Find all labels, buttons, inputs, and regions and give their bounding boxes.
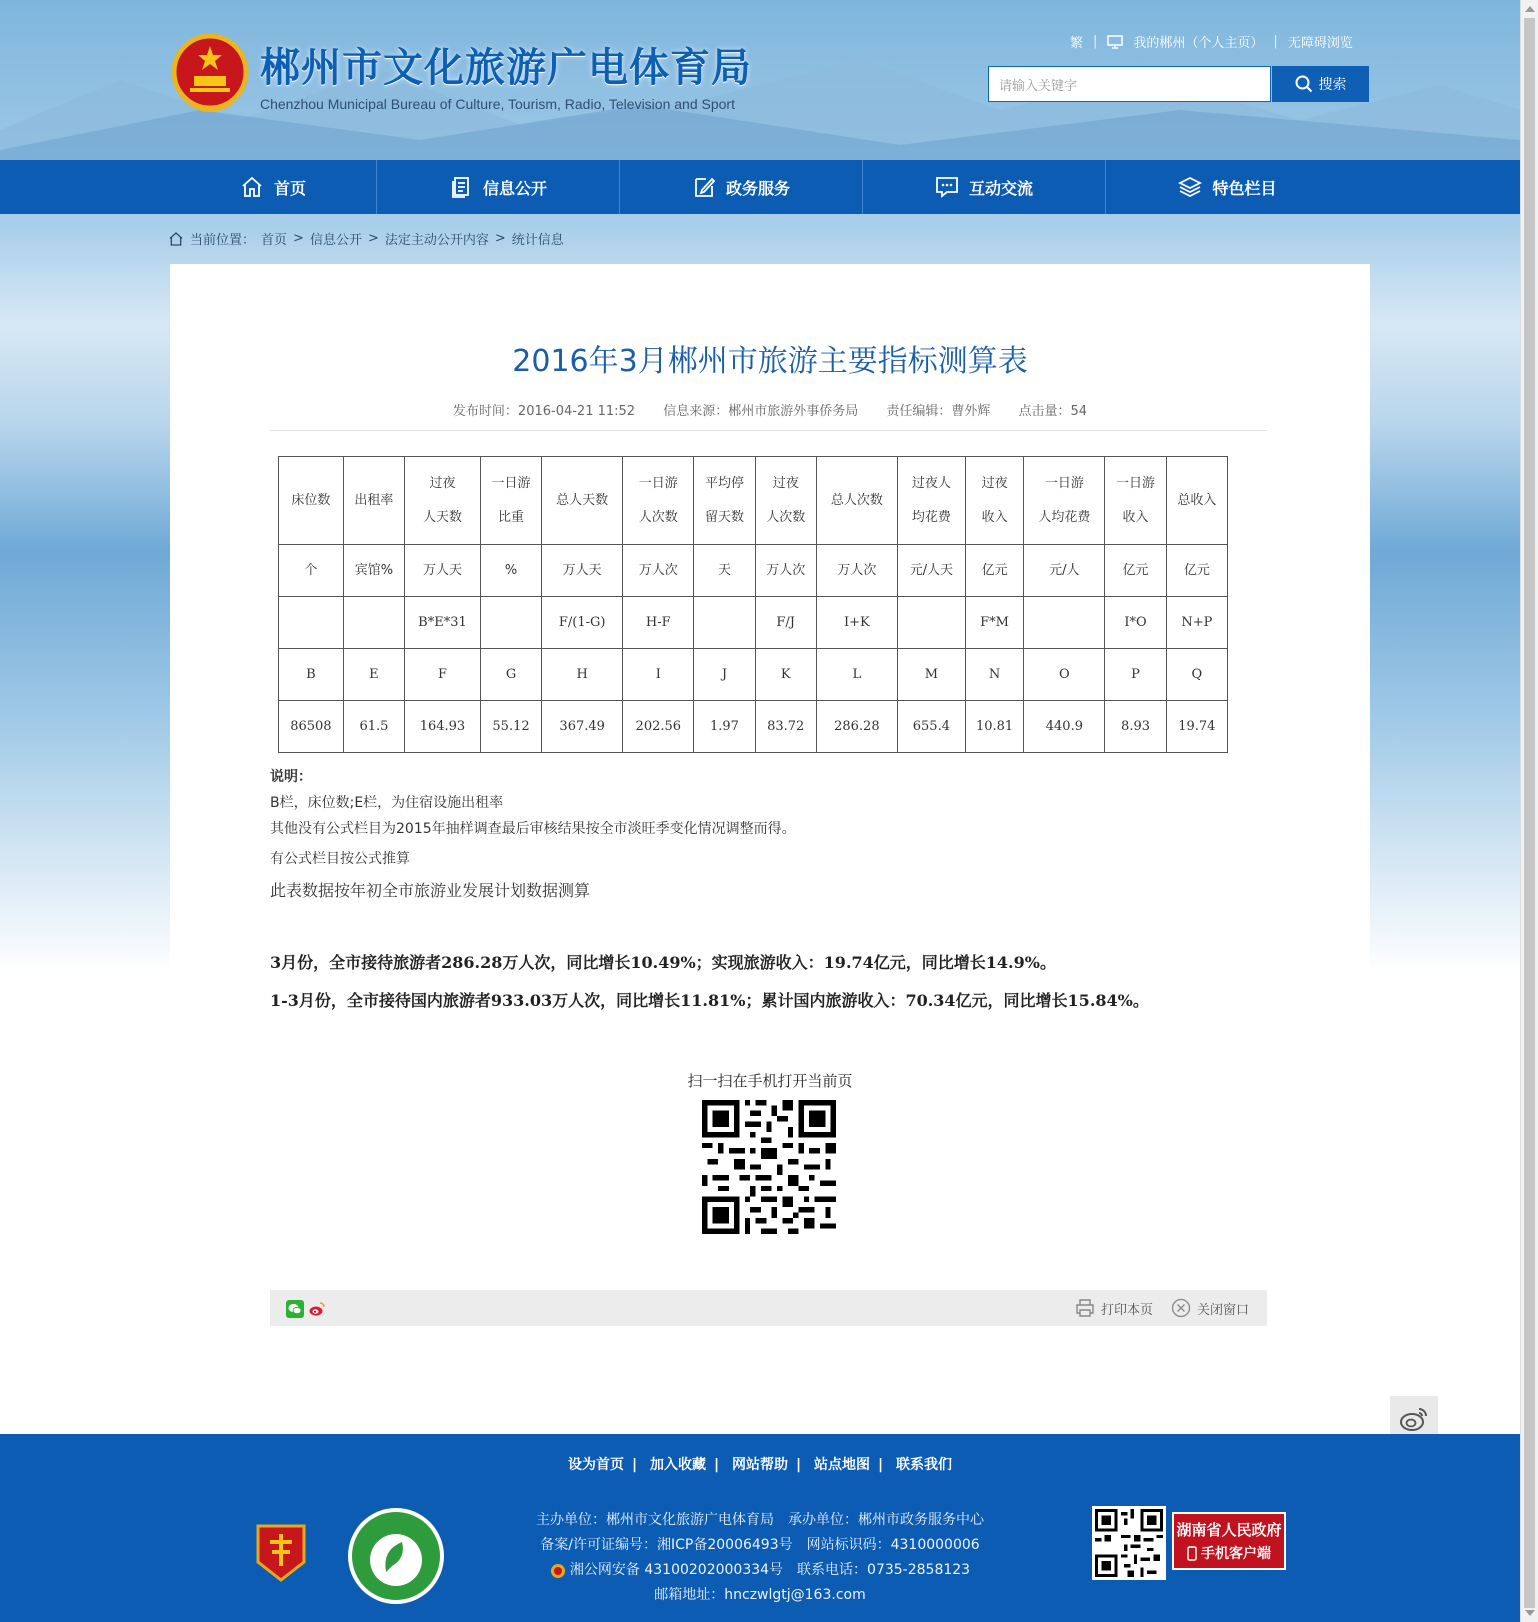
hunan-gov-sub-text: 手机客户端 — [1201, 1546, 1271, 1562]
civilized-website-icon — [346, 1506, 446, 1606]
summary-line: 1-3月份，全市接待国内旅游者933.03万人次，同比增长11.81%；累计国内旅游收入：70.34亿元，同比增长15.84%。 — [270, 991, 1149, 1010]
footer-link-favorite[interactable]: 加入收藏 — [650, 1457, 706, 1473]
home-icon — [168, 231, 184, 247]
layers-icon — [1178, 175, 1202, 199]
search-icon — [1295, 75, 1313, 93]
footer-police-text: 湘公网安备 43100202000334号 联系电话：0735-2858123 — [569, 1562, 971, 1578]
nav-label: 特色栏目 — [1212, 178, 1277, 198]
header-text: 床位数 — [291, 492, 331, 508]
notes — [270, 764, 796, 904]
table-header-cell — [816, 457, 897, 545]
statistics-table — [278, 456, 1228, 753]
page-scrollbar[interactable] — [1520, 0, 1538, 1622]
note-line: 此表数据按年初全市旅游业发展计划数据测算 — [270, 881, 591, 900]
table-cell: 1.97 — [694, 701, 755, 753]
summary-line: 3月份，全市接待旅游者286.28万人次，同比增长10.49%；实现旅游收入：19.74亿元，同比增长14.9%。 — [270, 953, 1056, 972]
header-text: 比重 — [498, 509, 525, 525]
table-cell: 202.56 — [623, 701, 694, 753]
phone-icon — [1187, 1546, 1197, 1561]
table-cell: P — [1105, 649, 1166, 701]
header-text: 一日游 — [1044, 475, 1084, 491]
table-cell: 亿元 — [965, 545, 1023, 597]
table-header-cell — [542, 457, 623, 545]
info-source: 信息来源：郴州市旅游外事侨务局 — [663, 404, 859, 419]
nav-item-home[interactable] — [170, 160, 377, 214]
police-badge-icon — [550, 1563, 566, 1579]
table-cell: F/(1-G) — [542, 597, 623, 649]
print-label: 打印本页 — [1100, 1302, 1153, 1318]
table-header-cell — [343, 457, 404, 545]
header-text: 总人天数 — [556, 492, 609, 508]
table-header-cell — [694, 457, 755, 545]
footer-link-help[interactable]: 网站帮助 — [732, 1457, 788, 1473]
site-footer — [0, 1434, 1520, 1622]
footer-links: 设为首页 | 加入收藏 | 网站帮助 | 站点地图 | 联系我们 — [568, 1457, 952, 1473]
nav-item-interaction[interactable] — [863, 160, 1106, 214]
accessibility-link[interactable]: 无障碍浏览 — [1287, 36, 1353, 51]
header-text: 人次数 — [638, 509, 678, 525]
breadcrumb-prefix: 当前位置： — [190, 233, 256, 248]
table-header-cell — [1105, 457, 1166, 545]
table-cell: 元/人 — [1024, 545, 1105, 597]
table-cell: 元/人天 — [897, 545, 965, 597]
scroll-up-arrow[interactable] — [1525, 6, 1535, 12]
party-gov-badge-icon[interactable] — [254, 1522, 308, 1584]
close-icon — [1171, 1298, 1191, 1318]
table-header-cell — [1166, 457, 1227, 545]
table-cell: L — [816, 649, 897, 701]
traditional-chinese-link[interactable]: 繁 — [1070, 36, 1084, 51]
close-window-button[interactable] — [1171, 1298, 1249, 1318]
footer-link-sethome[interactable]: 设为首页 — [568, 1457, 624, 1473]
table-cell: G — [480, 649, 541, 701]
table-cell — [279, 597, 344, 649]
nav-label: 信息公开 — [482, 178, 547, 198]
footer-email: 邮箱地址：hnczwlgtj@163.com — [654, 1587, 866, 1603]
table-cell: 286.28 — [816, 701, 897, 753]
table-cell: 19.74 — [1166, 701, 1227, 753]
summary — [270, 944, 1149, 1020]
table-cell: 86508 — [279, 701, 344, 753]
weibo-icon[interactable] — [308, 1300, 326, 1318]
table-cell: 天 — [694, 545, 755, 597]
article-panel — [170, 264, 1370, 1434]
table-cell: H-F — [623, 597, 694, 649]
site-title: 郴州市文化旅游广电体育局 — [260, 45, 752, 91]
table-cell: 万人次 — [816, 545, 897, 597]
nav-label: 互动交流 — [968, 178, 1033, 198]
table-cell: 万人次 — [623, 545, 694, 597]
header-text: 总收入 — [1177, 492, 1217, 508]
main-nav — [0, 160, 1520, 214]
divider — [270, 430, 1267, 431]
qr-label: 扫一扫在手机打开当前页 — [687, 1072, 853, 1090]
table-cell: 万人天 — [542, 545, 623, 597]
breadcrumb-home[interactable]: 首页 — [261, 233, 288, 248]
header-text: 人均花费 — [1038, 509, 1091, 525]
footer-link-contact[interactable]: 联系我们 — [896, 1457, 952, 1473]
hunan-gov-title: 湖南省人民政府 — [1176, 1521, 1282, 1539]
nav-item-info[interactable] — [377, 160, 620, 214]
table-cell: F — [405, 649, 481, 701]
article-meta — [170, 400, 1370, 419]
hunan-gov-app-badge[interactable] — [1172, 1512, 1286, 1570]
footer-police — [500, 1558, 1020, 1583]
site-subtitle: Chenzhou Municipal Bureau of Culture, Tourism, Radio, Television and Sport — [260, 96, 735, 112]
header-text: 一日游 — [1116, 475, 1156, 491]
table-cell — [480, 597, 541, 649]
search-button[interactable] — [1272, 66, 1369, 102]
publish-time: 发布时间：2016-04-21 11:52 — [452, 404, 636, 419]
nav-label: 政务服务 — [725, 178, 790, 198]
table-cell: 164.93 — [405, 701, 481, 753]
wechat-icon[interactable] — [286, 1300, 304, 1318]
table-cell: 个 — [279, 545, 344, 597]
breadcrumb-sep: > — [494, 231, 506, 246]
table-header-cell — [1024, 457, 1105, 545]
footer-link-sitemap[interactable]: 站点地图 — [814, 1457, 870, 1473]
scroll-down-arrow[interactable] — [1525, 1610, 1535, 1616]
table-cell: 亿元 — [1166, 545, 1227, 597]
footer-qr-code — [1092, 1506, 1166, 1580]
header-text: 收入 — [1122, 509, 1149, 525]
scroll-thumb[interactable] — [1524, 18, 1535, 1608]
editor: 责任编辑：曹外辉 — [886, 404, 991, 419]
table-header-cell — [480, 457, 541, 545]
breadcrumb-statutory[interactable]: 法定主动公开内容 — [384, 233, 489, 248]
table-code-row — [279, 649, 1228, 701]
search-input[interactable]: 请输入关键字 — [988, 66, 1271, 102]
table-header-cell — [755, 457, 816, 545]
close-label: 关闭窗口 — [1196, 1302, 1249, 1318]
note-line: 其他没有公式栏目为2015年抽样调查最后审核结果按全市淡旺季变化情况调整而得。 — [270, 821, 796, 837]
table-header-cell — [965, 457, 1023, 545]
table-cell: B*E*31 — [405, 597, 481, 649]
header-text: 总人次数 — [830, 492, 883, 508]
qr-code — [702, 1100, 836, 1234]
table-header-cell — [279, 457, 344, 545]
header-text: 出租率 — [354, 492, 394, 508]
table-cell — [694, 597, 755, 649]
header-text: 人天数 — [422, 509, 462, 525]
table-cell: B — [279, 649, 344, 701]
table-cell: I+K — [816, 597, 897, 649]
footer-icp: 备案/许可证编号：湘ICP备20006493号 网站标识码：4310000006 — [540, 1537, 980, 1553]
edit-icon — [692, 175, 716, 199]
breadcrumb-sep: > — [293, 231, 304, 246]
breadcrumb-sep: > — [367, 231, 379, 246]
table-header-cell — [897, 457, 965, 545]
table-cell: 8.93 — [1105, 701, 1166, 753]
table-value-row — [279, 701, 1228, 753]
nav-label: 首页 — [273, 178, 306, 198]
search-button-label: 搜索 — [1318, 77, 1347, 93]
table-cell: H — [542, 649, 623, 701]
footer-sponsor: 主办单位：郴州市文化旅游广电体育局 承办单位：郴州市政务服务中心 — [536, 1512, 984, 1528]
footer-info — [500, 1508, 1020, 1608]
header-text: 均花费 — [911, 509, 951, 525]
table-cell: N+P — [1166, 597, 1227, 649]
my-chenzhou-link[interactable]: 我的郴州（个人主页） — [1133, 36, 1264, 51]
chat-icon — [935, 175, 959, 199]
share-icons — [286, 1300, 326, 1318]
table-cell: N — [965, 649, 1023, 701]
table-cell: 55.12 — [480, 701, 541, 753]
home-icon — [240, 175, 264, 199]
printer-icon — [1075, 1298, 1095, 1318]
nav-item-services[interactable] — [620, 160, 863, 214]
table-cell: 83.72 — [755, 701, 816, 753]
table-header-row — [279, 457, 1228, 545]
header-text: 过夜人 — [911, 475, 951, 491]
header-text: 留天数 — [704, 509, 744, 525]
header-text: 过夜 — [981, 475, 1008, 491]
share-actions — [1075, 1298, 1249, 1318]
table-cell: % — [480, 545, 541, 597]
table-cell: 万人次 — [755, 545, 816, 597]
header-text: 过夜 — [772, 475, 799, 491]
table-header-cell — [623, 457, 694, 545]
table-cell: F/J — [755, 597, 816, 649]
table-cell: I — [623, 649, 694, 701]
table-cell: 万人天 — [405, 545, 481, 597]
site-header — [0, 0, 1520, 160]
breadcrumb-info[interactable]: 信息公开 — [309, 233, 362, 248]
table-cell: K — [755, 649, 816, 701]
share-bar — [270, 1290, 1267, 1326]
table-header-cell — [405, 457, 481, 545]
table-cell: E — [343, 649, 404, 701]
header-text: 一日游 — [491, 475, 531, 491]
header-text: 收入 — [981, 509, 1008, 525]
table-cell: 亿元 — [1105, 545, 1166, 597]
table-cell: J — [694, 649, 755, 701]
document-icon — [449, 175, 473, 199]
hunan-gov-sub — [1174, 1543, 1284, 1563]
table-cell — [1024, 597, 1105, 649]
header-text: 一日游 — [638, 475, 678, 491]
table-cell: 61.5 — [343, 701, 404, 753]
table-cell: 10.81 — [965, 701, 1023, 753]
top-links: 繁 | 我的郴州（个人主页） | 无障碍浏览 — [1070, 34, 1353, 51]
monitor-icon — [1107, 35, 1123, 49]
notes-label: 说明： — [270, 769, 312, 785]
note-line: 有公式栏目按公式推算 — [270, 851, 410, 867]
table-cell: 宾馆% — [343, 545, 404, 597]
table-cell — [897, 597, 965, 649]
print-button[interactable] — [1075, 1298, 1153, 1318]
table-cell: I*O — [1105, 597, 1166, 649]
table-cell: M — [897, 649, 965, 701]
table-cell: F*M — [965, 597, 1023, 649]
click-count: 点击量：54 — [1018, 404, 1088, 419]
table-formula-row — [279, 597, 1228, 649]
table-cell: Q — [1166, 649, 1227, 701]
breadcrumb — [168, 229, 564, 248]
breadcrumb-statistics[interactable]: 统计信息 — [511, 233, 564, 248]
table-cell: 440.9 — [1024, 701, 1105, 753]
table-unit-row — [279, 545, 1228, 597]
table-cell: O — [1024, 649, 1105, 701]
article-title: 2016年3月郴州市旅游主要指标测算表 — [512, 344, 1028, 379]
header-text: 过夜 — [429, 475, 456, 491]
table-cell: 655.4 — [897, 701, 965, 753]
weibo-icon — [1399, 1406, 1429, 1432]
table-cell — [343, 597, 404, 649]
nav-item-features[interactable] — [1106, 160, 1349, 214]
table-cell: 367.49 — [542, 701, 623, 753]
civilized-website-badge[interactable] — [346, 1506, 446, 1606]
note-line: B栏，床位数;E栏，为住宿设施出租率 — [270, 795, 504, 811]
header-text: 人次数 — [766, 509, 806, 525]
header-text: 平均停 — [704, 475, 744, 491]
national-emblem-icon — [170, 32, 250, 116]
